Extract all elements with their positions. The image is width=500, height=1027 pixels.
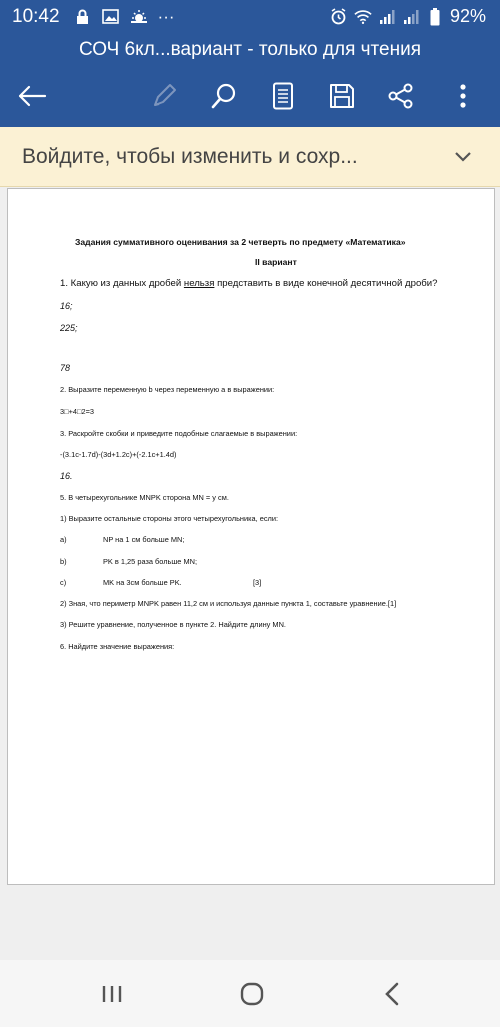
save-icon — [329, 83, 355, 109]
back-icon — [17, 85, 47, 107]
status-bar — [0, 0, 500, 33]
banner-text: Войдите, чтобы изменить и сохр... — [22, 144, 358, 168]
home-button[interactable] — [234, 980, 270, 1008]
battery-icon — [426, 8, 444, 26]
weather-icon — [130, 8, 148, 26]
clock: 10:42 — [12, 5, 60, 27]
edit-button[interactable] — [144, 76, 184, 116]
share-button[interactable] — [381, 76, 421, 116]
item-a: NP на 1 см больше MN; — [103, 535, 185, 544]
more-notifications: ··· — [157, 6, 175, 26]
chevron-down-icon[interactable] — [448, 142, 478, 172]
mobile-view-icon — [272, 82, 294, 110]
option-78: 78 — [60, 363, 71, 373]
navigation-bar — [0, 960, 500, 1027]
document-page — [7, 188, 495, 885]
image-icon — [102, 8, 120, 26]
toolbar — [0, 76, 500, 116]
variant-label: II вариант — [255, 257, 297, 267]
item-b-label: b) — [60, 557, 67, 566]
item-c-score: [3] — [253, 578, 262, 587]
question-4-number: 16. — [60, 471, 73, 481]
document-title: СОЧ 6кл...вариант - только для чтения — [79, 39, 421, 60]
question-6: 6. Найдите значение выражения: — [60, 642, 175, 651]
back-nav-button[interactable] — [374, 980, 410, 1008]
item-c-label: c) — [60, 578, 67, 587]
question-5-part-3: 3) Решите уравнение, полученное в пункте 2. Найдите длину MN. — [60, 620, 286, 629]
question-2-expression: 3□+4□2=3 — [60, 407, 95, 416]
app-bar — [0, 0, 500, 127]
more-icon — [459, 83, 467, 109]
share-icon — [387, 82, 415, 110]
option-225: 225; — [60, 323, 78, 333]
back-button[interactable] — [12, 76, 52, 116]
question-1: 1. Какую из данных дробей нельзя представить в виде конечной десятичной дроби? — [60, 278, 438, 289]
question-3-expression: -(3.1c-1.7d)-(3d+1.2c)+(-2.1c+1.4d) — [60, 450, 177, 459]
sign-in-banner[interactable] — [0, 127, 500, 187]
recent-apps-button[interactable] — [94, 980, 130, 1008]
wifi-icon — [354, 8, 372, 26]
question-2: 2. Выразите переменную b через переменную a в выражении: — [60, 385, 275, 394]
item-a-label: a) — [60, 535, 67, 544]
battery-level: 92% — [449, 6, 486, 26]
signal-icon — [378, 8, 396, 26]
recent-apps-icon — [101, 984, 123, 1004]
option-16: 16; — [60, 301, 73, 311]
search-icon — [210, 82, 238, 110]
question-5: 5. В четырехугольнике MNPK сторона MN = y см. — [60, 493, 229, 502]
save-button[interactable] — [322, 76, 362, 116]
question-5-part-2: 2) Зная, что периметр MNPK равен 11,2 см и используя данные пункта 1, составьте уравнение.[1] — [60, 599, 397, 608]
home-icon — [239, 981, 265, 1007]
question-5-part-1: 1) Выразите остальные стороны этого четырехугольника, если: — [60, 514, 279, 523]
more-options-button[interactable] — [443, 76, 483, 116]
underlined-word: нельзя — [183, 278, 215, 289]
item-c: MK на 3см больше PK. — [103, 578, 182, 587]
back-nav-icon — [384, 982, 400, 1006]
question-3: 3. Раскройте скобки и приведите подобные слагаемые в выражении: — [60, 429, 298, 438]
document-heading: Задания суммативного оценивания за 2 четверть по предмету «Математика» — [75, 237, 406, 247]
signal-icon — [402, 8, 420, 26]
lock-icon — [74, 8, 92, 26]
mobile-view-button[interactable] — [263, 76, 303, 116]
item-b: PK в 1,25 раза больше MN; — [103, 557, 198, 566]
search-button[interactable] — [204, 76, 244, 116]
edit-icon — [150, 82, 178, 110]
alarm-icon — [330, 8, 348, 26]
